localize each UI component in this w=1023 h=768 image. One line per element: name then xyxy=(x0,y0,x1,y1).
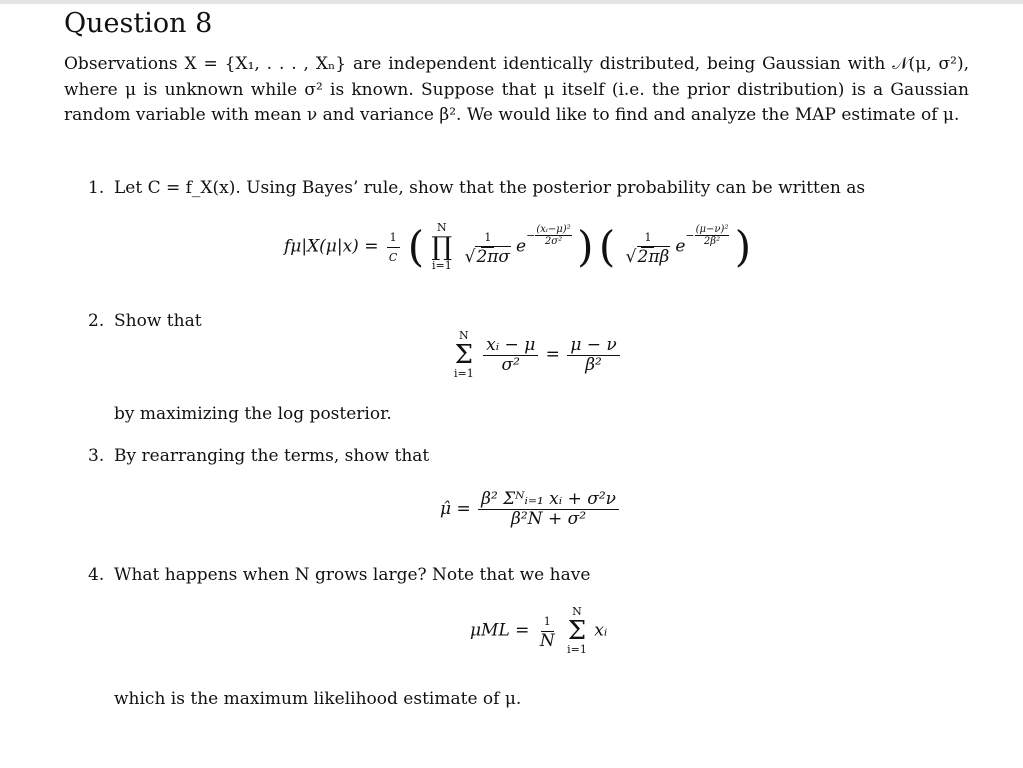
sum-symbol: N Σ i=1 xyxy=(567,605,587,656)
item-number: 4. xyxy=(88,565,105,585)
sum-symbol: N Σ i=1 xyxy=(454,329,474,380)
eq1-lhs: fμ|X(μ|x) = xyxy=(284,236,379,257)
list-item-2 xyxy=(88,309,202,333)
eq1-frac-1-over-c: $\frac{1}{C}$ xyxy=(386,228,400,267)
item-text: By rearranging the terms, show that xyxy=(114,446,430,466)
item-text: Let C = f_X(x). Using Bayes’ rule, show that the posterior probability can be written as xyxy=(114,178,866,198)
item-4-after-text: which is the maximum likelihood estimate of μ. xyxy=(114,689,522,709)
exponent-1: − (xᵢ−μ)² 2σ² xyxy=(526,223,571,247)
equation-posterior: fμ|X(μ|x) = $\frac{1}{C}$ ( N ∏ i=1 $\frac{1}{√2\pi\sigma}$ e− (xᵢ−μ)² 2σ² ) ( $\frac{1}{√2\pi\beta}$ e− (μ−ν)² 2β² ) xyxy=(284,221,752,272)
item-text: Show that xyxy=(114,311,202,331)
eq1-frac-gauss1: $\frac{1}{√2\pi\sigma}$ xyxy=(462,228,514,267)
eq1-frac-gauss2: $\frac{1}{√2\pi\beta}$ xyxy=(623,228,674,267)
item-number: 3. xyxy=(88,446,105,466)
top-border xyxy=(0,0,1023,4)
equation-map-estimate xyxy=(440,490,621,529)
eq2-frac-left: $\frac{\text{xᵢ − μ}}{\text{σ²}}$ xyxy=(483,336,538,375)
eq3-frac: $\frac{\text{β² Σᴺᵢ₌₁ xᵢ + σ²ν}}{\text{β²N + σ²}}$ xyxy=(478,490,619,529)
item-2-after-text: by maximizing the log posterior. xyxy=(114,404,392,424)
exponent-2: − (μ−ν)² 2β² xyxy=(685,223,729,247)
equation-ml-estimate: μML = $\frac{1}{N}$ N Σ i=1 xᵢ xyxy=(470,605,608,656)
item-text: What happens when N grows large? Note that we have xyxy=(114,565,591,585)
eq4-frac-1-over-n: $\frac{1}{N}$ xyxy=(537,612,558,651)
list-item-3 xyxy=(88,444,429,468)
equation-log-posterior: N Σ i=1 $\frac{\text{xᵢ − μ}}{\text{σ²}}$ = $\frac{\mu - \nu}{\text{β²}}$ xyxy=(452,330,622,380)
item-number: 1. xyxy=(88,178,105,198)
list-item-4 xyxy=(88,563,590,587)
product-symbol: N ∏ i=1 xyxy=(431,221,453,272)
item-number: 2. xyxy=(88,311,105,331)
list-item-1 xyxy=(88,176,865,200)
question-title: Question 8 xyxy=(64,8,213,39)
eq2-frac-right: $\frac{\mu - \nu}{\text{β²}}$ xyxy=(567,336,619,375)
eq3-lhs: μ̂ = xyxy=(440,499,471,519)
eq4-lhs: μML = xyxy=(470,620,530,641)
intro-paragraph: Observations X = {X₁, . . . , Xₙ} are independent identically distributed, being Gaussian with 𝒩(μ, σ²), where μ is unknown while σ² is known. Suppose that μ itself (i.e. the prior distribution) is a Gaussian random variable with mean ν and variance β². We would like to find and analyze the MAP estimate of μ. xyxy=(64,54,969,125)
